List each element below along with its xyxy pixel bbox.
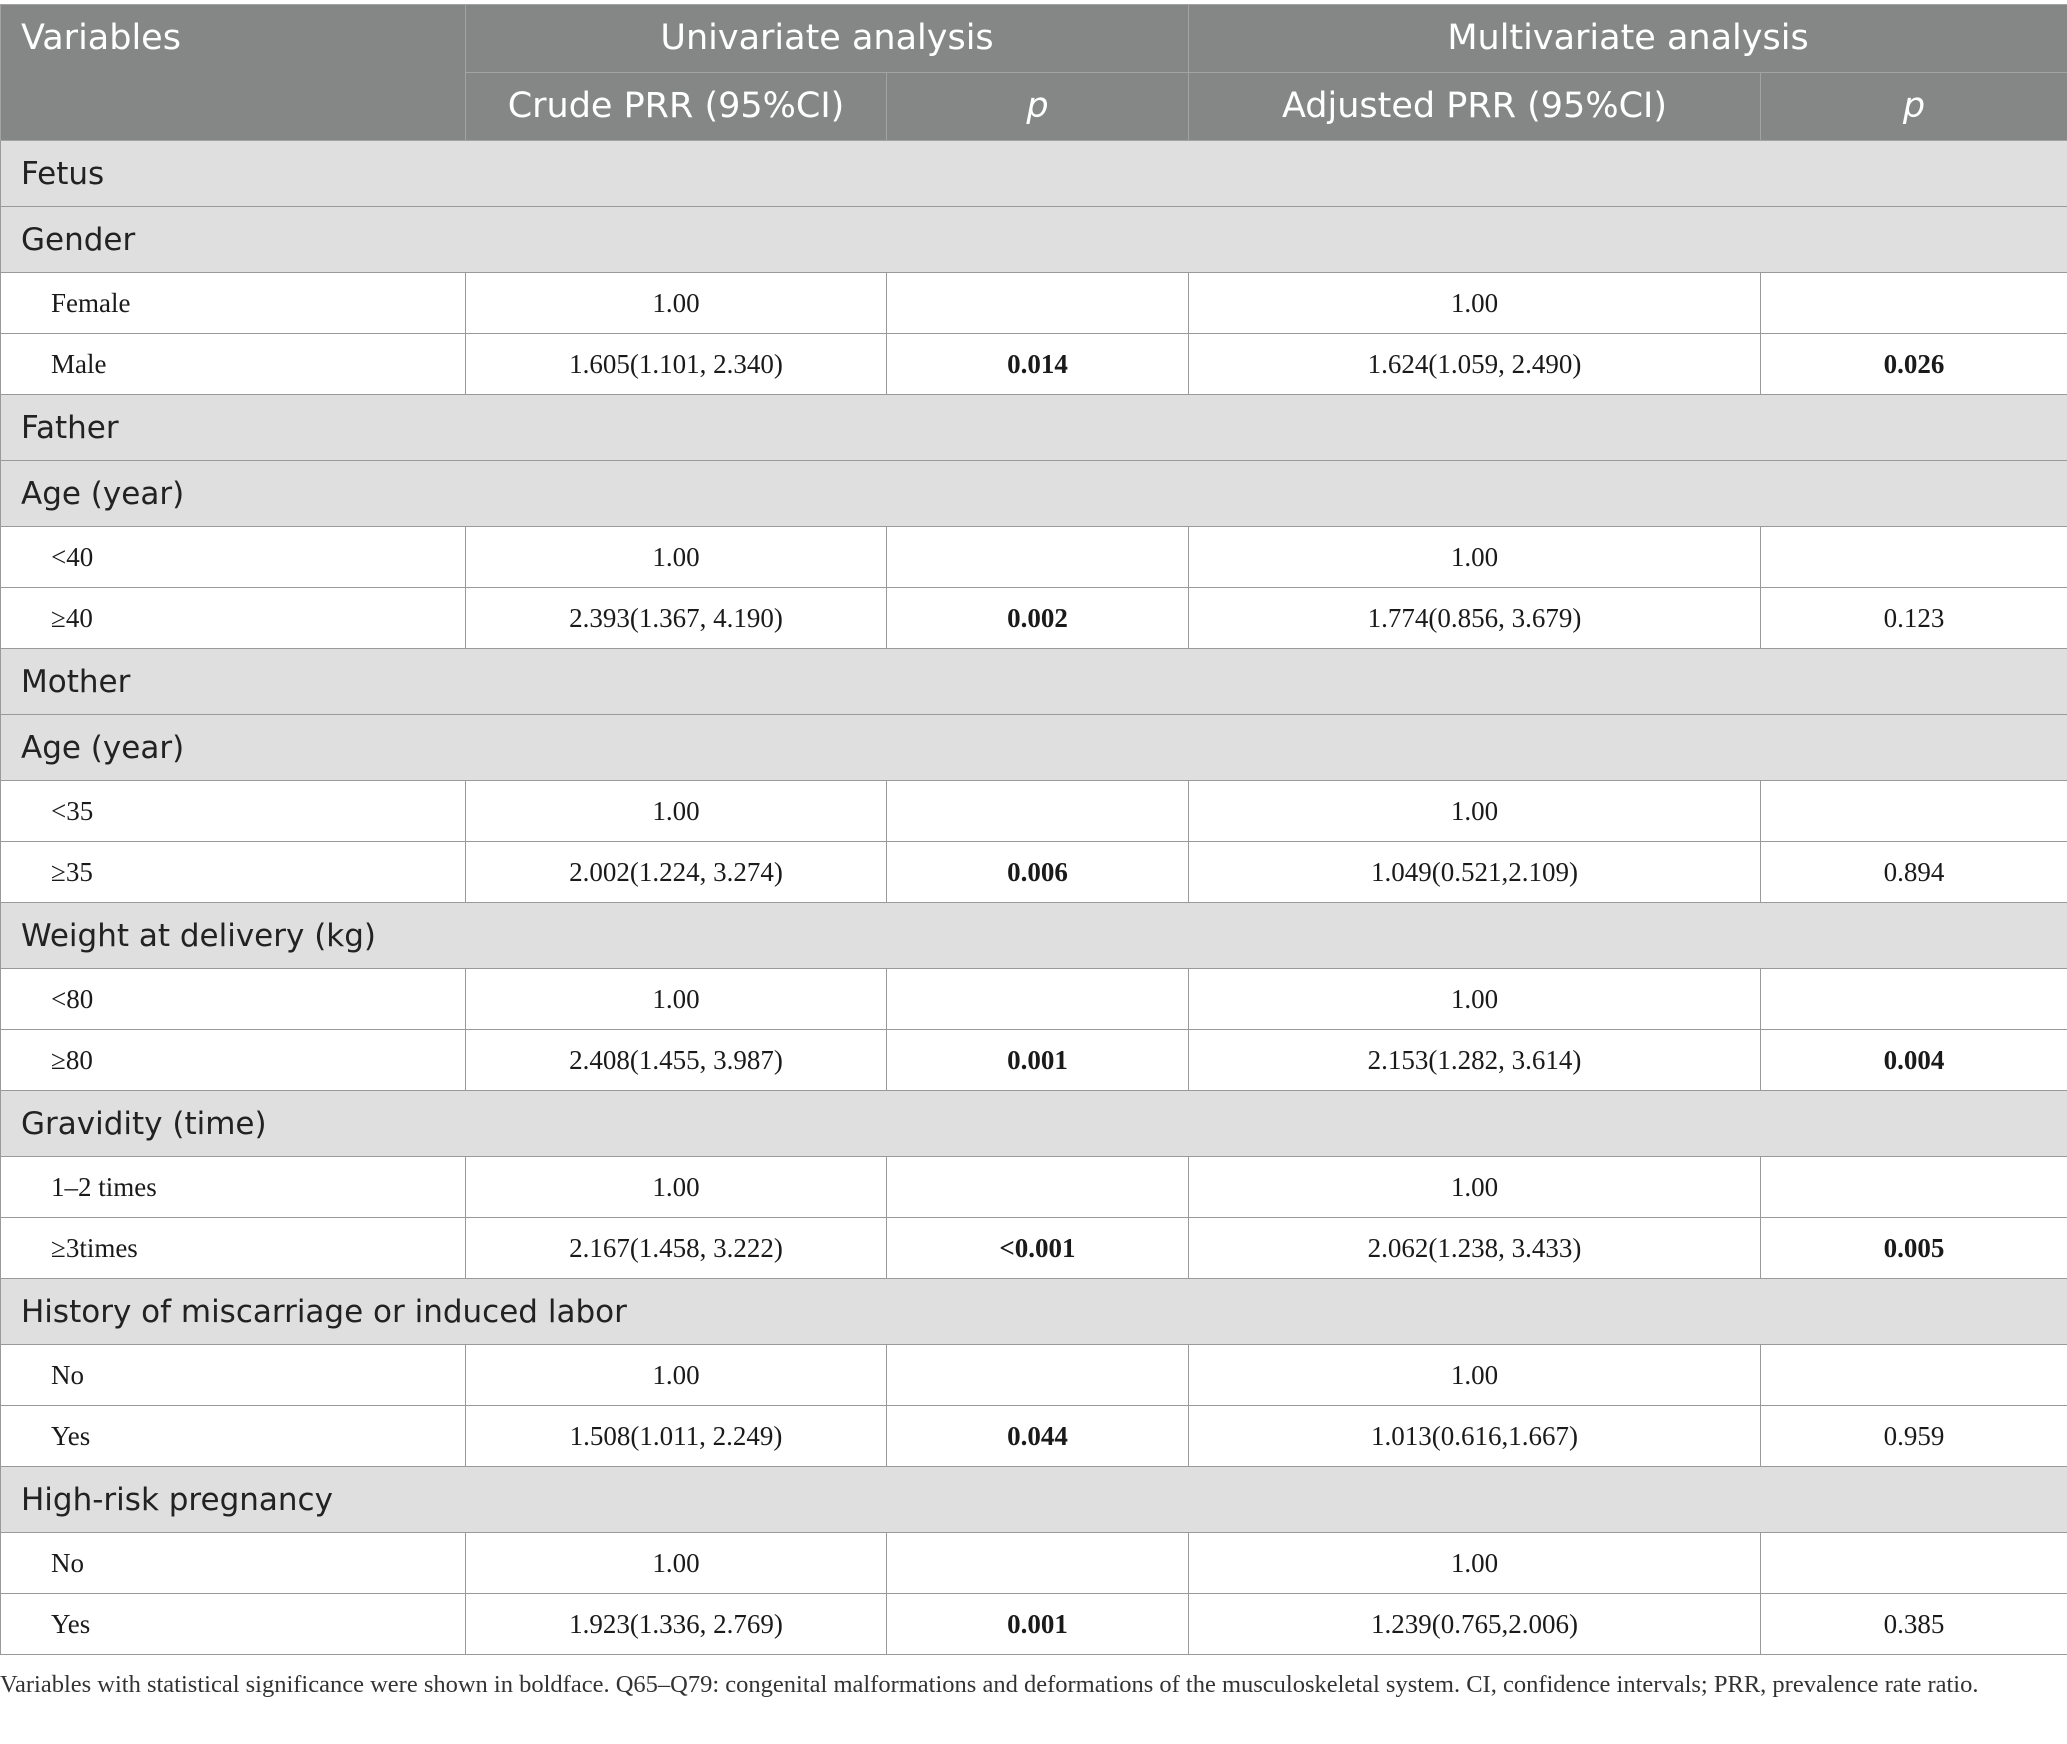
- adjusted-p-value-cell: 0.385: [1761, 1594, 2067, 1655]
- adjusted-p-value-cell: 0.004: [1761, 1030, 2067, 1091]
- adjusted-p-value-cell: [1761, 527, 2067, 588]
- crude-prr-cell: 2.167(1.458, 3.222): [466, 1218, 887, 1279]
- results-table: [0, 4, 2067, 1655]
- table-row: [1, 842, 2067, 903]
- table-row: [1, 273, 2067, 334]
- table-row: [1, 588, 2067, 649]
- row-label: Yes: [1, 1406, 466, 1467]
- row-label: Female: [1, 273, 466, 334]
- adjusted-prr-cell: 1.00: [1189, 527, 1761, 588]
- p-value-cell: [887, 1157, 1189, 1218]
- section-row: [1, 461, 2067, 527]
- crude-prr-cell: 1.00: [466, 1533, 887, 1594]
- section-label: Age (year): [1, 461, 2067, 527]
- adjusted-prr-cell: 1.00: [1189, 1533, 1761, 1594]
- adjusted-p-value-cell: [1761, 273, 2067, 334]
- table-row: [1, 1218, 2067, 1279]
- table-footnote: Variables with statistical significance were shown in boldface. Q65–Q79: congenital malformations and deformations of the musculoskeletal system. CI, confidence intervals; PRR, prevalence rate ratio.: [0, 1671, 1979, 1698]
- section-label: History of miscarriage or induced labor: [1, 1279, 2067, 1345]
- section-row: [1, 715, 2067, 781]
- p-value-cell: [887, 781, 1189, 842]
- table-body: [1, 141, 2067, 1655]
- crude-prr-cell: 2.393(1.367, 4.190): [466, 588, 887, 649]
- table-row: [1, 969, 2067, 1030]
- p-value-header: p: [887, 73, 1189, 141]
- adjusted-prr-cell: 2.153(1.282, 3.614): [1189, 1030, 1761, 1091]
- crude-prr-cell: 1.00: [466, 781, 887, 842]
- section-label: Age (year): [1, 715, 2067, 781]
- row-label: No: [1, 1345, 466, 1406]
- p-value-cell: [887, 1533, 1189, 1594]
- multivariate-header: Multivariate analysis: [1189, 5, 2067, 73]
- p-value-cell: [887, 527, 1189, 588]
- crude-prr-cell: 2.408(1.455, 3.987): [466, 1030, 887, 1091]
- crude-prr-cell: 1.605(1.101, 2.340): [466, 334, 887, 395]
- crude-prr-cell: 1.00: [466, 273, 887, 334]
- row-label: No: [1, 1533, 466, 1594]
- table-row: [1, 1533, 2067, 1594]
- row-label: <80: [1, 969, 466, 1030]
- table-row: [1, 781, 2067, 842]
- section-label: Fetus: [1, 141, 2067, 207]
- adjusted-p-value-cell: [1761, 1533, 2067, 1594]
- section-row: [1, 141, 2067, 207]
- section-label: Weight at delivery (kg): [1, 903, 2067, 969]
- row-label: 1–2 times: [1, 1157, 466, 1218]
- section-row: [1, 903, 2067, 969]
- adjusted-prr-cell: 1.00: [1189, 781, 1761, 842]
- table-row: [1, 1406, 2067, 1467]
- row-label: <35: [1, 781, 466, 842]
- section-label: Father: [1, 395, 2067, 461]
- univariate-header: Univariate analysis: [466, 5, 1189, 73]
- crude-prr-cell: 1.923(1.336, 2.769): [466, 1594, 887, 1655]
- table-row: [1, 527, 2067, 588]
- table-row: [1, 1030, 2067, 1091]
- crude-prr-cell: 2.002(1.224, 3.274): [466, 842, 887, 903]
- adjusted-p-value-cell: 0.959: [1761, 1406, 2067, 1467]
- adjusted-p-value-cell: [1761, 781, 2067, 842]
- p-value-cell: [887, 1345, 1189, 1406]
- p-value-cell: 0.014: [887, 334, 1189, 395]
- p-value-cell: 0.001: [887, 1030, 1189, 1091]
- adjusted-p-value-cell: [1761, 1345, 2067, 1406]
- p-value-cell: 0.044: [887, 1406, 1189, 1467]
- crude-prr-header: Crude PRR (95%CI): [466, 73, 887, 141]
- adjusted-p-value-cell: 0.894: [1761, 842, 2067, 903]
- crude-prr-cell: 1.00: [466, 1345, 887, 1406]
- section-label: Gravidity (time): [1, 1091, 2067, 1157]
- table-header: [1, 5, 2067, 141]
- table-row: [1, 1345, 2067, 1406]
- p-value-cell: <0.001: [887, 1218, 1189, 1279]
- section-label: Gender: [1, 207, 2067, 273]
- p-value-cell: 0.002: [887, 588, 1189, 649]
- section-label: High-risk pregnancy: [1, 1467, 2067, 1533]
- adjusted-prr-cell: 1.774(0.856, 3.679): [1189, 588, 1761, 649]
- section-row: [1, 1467, 2067, 1533]
- p-value-cell: [887, 273, 1189, 334]
- section-row: [1, 1091, 2067, 1157]
- adjusted-prr-cell: 1.00: [1189, 1345, 1761, 1406]
- crude-prr-cell: 1.508(1.011, 2.249): [466, 1406, 887, 1467]
- row-label: ≥40: [1, 588, 466, 649]
- adjusted-p-value-cell: 0.123: [1761, 588, 2067, 649]
- adjusted-p-value-header: p: [1761, 73, 2067, 141]
- adjusted-p-value-cell: 0.005: [1761, 1218, 2067, 1279]
- row-label: ≥80: [1, 1030, 466, 1091]
- table-row: [1, 1594, 2067, 1655]
- p-value-cell: 0.001: [887, 1594, 1189, 1655]
- adjusted-prr-cell: 2.062(1.238, 3.433): [1189, 1218, 1761, 1279]
- section-row: [1, 649, 2067, 715]
- row-label: Yes: [1, 1594, 466, 1655]
- adjusted-prr-cell: 1.00: [1189, 969, 1761, 1030]
- adjusted-prr-cell: 1.00: [1189, 273, 1761, 334]
- section-row: [1, 207, 2067, 273]
- table-row: [1, 334, 2067, 395]
- adjusted-prr-cell: 1.624(1.059, 2.490): [1189, 334, 1761, 395]
- adjusted-p-value-cell: [1761, 1157, 2067, 1218]
- section-row: [1, 1279, 2067, 1345]
- variables-header: Variables: [1, 5, 466, 141]
- p-value-cell: [887, 969, 1189, 1030]
- adjusted-p-value-cell: [1761, 969, 2067, 1030]
- crude-prr-cell: 1.00: [466, 527, 887, 588]
- row-label: <40: [1, 527, 466, 588]
- table-row: [1, 1157, 2067, 1218]
- adjusted-prr-cell: 1.049(0.521,2.109): [1189, 842, 1761, 903]
- p-value-cell: 0.006: [887, 842, 1189, 903]
- section-label: Mother: [1, 649, 2067, 715]
- row-label: ≥35: [1, 842, 466, 903]
- adjusted-prr-cell: 1.239(0.765,2.006): [1189, 1594, 1761, 1655]
- adjusted-prr-cell: 1.00: [1189, 1157, 1761, 1218]
- crude-prr-cell: 1.00: [466, 1157, 887, 1218]
- adjusted-p-value-cell: 0.026: [1761, 334, 2067, 395]
- row-label: Male: [1, 334, 466, 395]
- section-row: [1, 395, 2067, 461]
- row-label: ≥3times: [1, 1218, 466, 1279]
- adjusted-prr-cell: 1.013(0.616,1.667): [1189, 1406, 1761, 1467]
- crude-prr-cell: 1.00: [466, 969, 887, 1030]
- adjusted-prr-header: Adjusted PRR (95%CI): [1189, 73, 1761, 141]
